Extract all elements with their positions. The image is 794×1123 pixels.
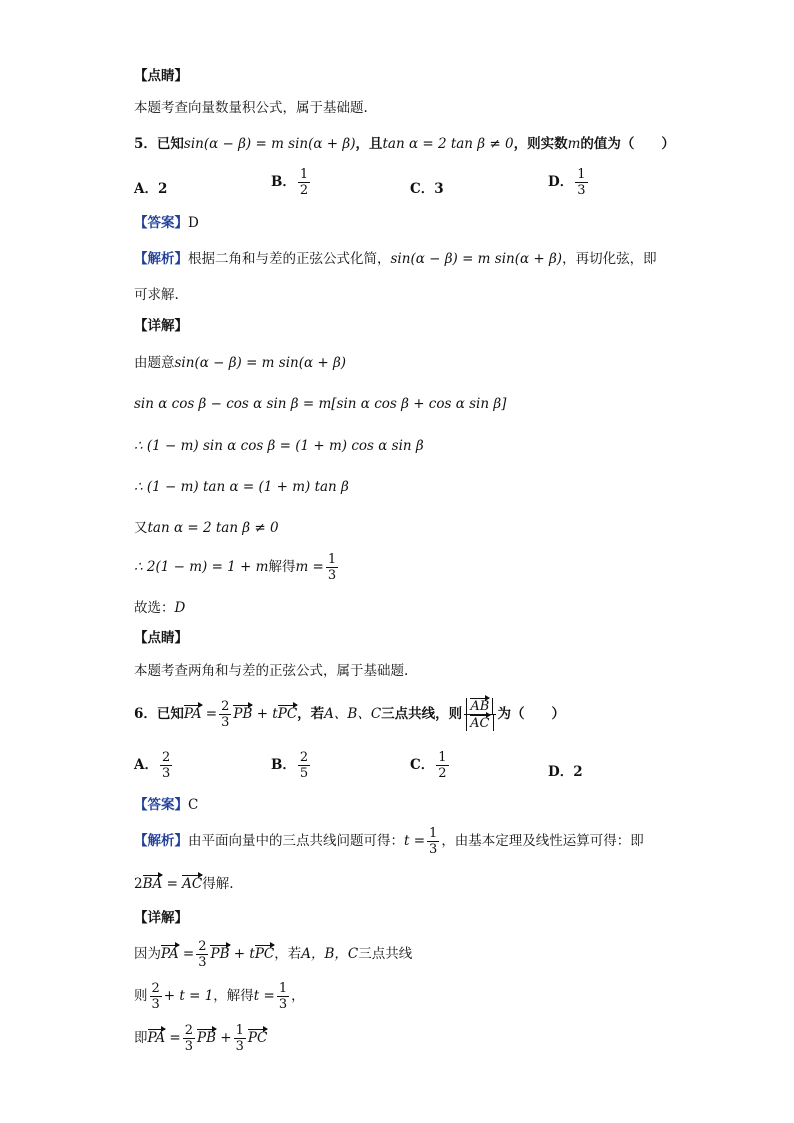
answer-tag: 【答案】: [134, 215, 188, 231]
q6-stem: [134, 692, 565, 736]
q5-option-a: [134, 177, 167, 197]
q5-option-d: [548, 167, 590, 198]
option-label: B．: [271, 174, 296, 190]
option-value: 2: [573, 764, 583, 780]
q5-number: 5．已知: [134, 136, 184, 152]
denominator: 3: [151, 997, 160, 1012]
denominator: 3: [184, 1039, 193, 1054]
q5-stem-text-2: ，则实数: [513, 136, 568, 152]
fraction: [160, 750, 172, 781]
denominator: 5: [299, 766, 309, 781]
choice-letter: D: [174, 600, 186, 616]
step-var: m =: [295, 559, 324, 575]
q5-answer: [134, 213, 199, 233]
plus-t: + t: [256, 706, 278, 722]
q5-note-text: 本题考查两角和与差的正弦公式，属于基础题.: [134, 663, 409, 679]
analysis-equation: sin(α − β) = m sin(α + β): [390, 251, 563, 267]
option-value: 3: [434, 181, 444, 197]
answer-tag: 【答案】: [134, 797, 188, 813]
vector-pa: PA: [161, 946, 179, 962]
vector-pc: PC: [254, 946, 275, 962]
vector-pc: PC: [247, 1030, 268, 1046]
vector-ab: AB: [470, 699, 490, 714]
abs-ac: [466, 715, 493, 731]
q5-step-5: [134, 518, 279, 538]
fraction: [277, 981, 289, 1012]
fraction: [219, 699, 231, 730]
equals: =: [205, 706, 218, 722]
vector-ac: AC: [470, 716, 490, 731]
numerator: 2: [221, 699, 230, 714]
ratio-fraction: [464, 698, 495, 731]
q6-analysis-cont: [134, 874, 234, 894]
q6-detail-heading: 【详解】: [134, 910, 188, 926]
q5-step-3: ∴ (1 − m) sin α cos β = (1 + m) cos α sin β: [134, 438, 424, 454]
q6-step-2: [134, 978, 305, 1014]
option-label: D．: [548, 764, 574, 780]
q6-stem-tail: 为（ ）: [497, 706, 565, 722]
step-points: A，B，C: [301, 946, 359, 962]
analysis-text-2: ，再切化弦，即: [562, 251, 657, 267]
analysis-text: 根据二角和与差的正弦公式化简，: [188, 251, 391, 267]
option-label: A．: [134, 757, 158, 773]
denominator: 3: [429, 842, 438, 857]
answer-value: D: [188, 215, 199, 231]
equals: =: [166, 876, 178, 892]
fraction: [298, 167, 310, 198]
q5-choice: [134, 598, 185, 618]
numerator: 1: [438, 750, 447, 765]
numerator: 1: [235, 1023, 244, 1038]
q6-option-d: [548, 760, 583, 780]
option-label: A．: [134, 181, 158, 197]
q6-option-b: [271, 750, 312, 781]
step-text-3: 三点共线: [358, 946, 413, 962]
vector-pb: PB: [233, 706, 253, 722]
numerator: 2: [299, 750, 309, 765]
denominator: 3: [235, 1039, 244, 1054]
denominator: 3: [221, 715, 230, 730]
q5-step-1: [134, 353, 346, 373]
q5-stem: [134, 134, 675, 154]
q5-detail-heading: 【详解】: [134, 318, 188, 334]
fraction: [436, 750, 448, 781]
step-text: 则: [134, 988, 148, 1004]
equals: =: [169, 1030, 181, 1046]
vector-pa: PA: [183, 706, 202, 722]
numerator: 2: [184, 1023, 193, 1038]
analysis-tag: 【解析】: [134, 251, 188, 267]
analysis-var: t =: [404, 833, 426, 849]
q5-analysis: [134, 249, 657, 269]
q6-points: A、B、C: [324, 706, 382, 722]
numerator: 1: [327, 552, 337, 567]
step-text: 又: [134, 520, 148, 536]
q5-var-m: m: [567, 136, 581, 152]
step-text: 由题意: [134, 355, 175, 371]
denominator: 2: [299, 183, 309, 198]
denominator: 3: [577, 183, 586, 198]
step-text: 故选：: [134, 600, 175, 616]
q6-number: 6．已知: [134, 706, 184, 722]
fraction: [183, 1023, 195, 1054]
plus: +: [220, 1030, 232, 1046]
vector-pb: PB: [210, 946, 230, 962]
q5-step-4: ∴ (1 − m) tan α = (1 + m) tan β: [134, 479, 349, 495]
q6-option-a: [134, 750, 174, 781]
fraction: [150, 981, 162, 1012]
fraction: [196, 939, 208, 970]
analysis-tail: 得解.: [202, 876, 234, 892]
fraction: [326, 552, 338, 583]
q5-condition: tan α = 2 tan β ≠ 0: [382, 136, 514, 152]
q5-stem-tail: 的值为（ ）: [580, 136, 675, 152]
vector-pb: PB: [196, 1030, 216, 1046]
vector-pc: PC: [277, 706, 298, 722]
q6-answer: [134, 795, 198, 815]
vector-ac: AC: [182, 876, 203, 892]
analysis-tag: 【解析】: [134, 833, 188, 849]
equals: =: [182, 946, 195, 962]
answer-value: C: [188, 797, 199, 813]
q5-option-c: [410, 177, 444, 197]
fraction: [575, 167, 587, 198]
analysis-text: 由平面向量中的三点共线问题可得：: [188, 833, 404, 849]
numerator: 2: [161, 750, 171, 765]
denominator: 3: [198, 955, 207, 970]
option-label: C．: [410, 181, 435, 197]
denominator: 3: [327, 568, 337, 583]
step-punct: ，: [291, 988, 305, 1004]
q5-step-6: [134, 552, 340, 583]
note-text: 本题考查向量数量积公式，属于基础题.: [134, 100, 368, 116]
q6-stem-text-2: 三点共线，则: [381, 706, 463, 722]
denominator: 2: [438, 766, 447, 781]
analysis-text-2: ，由基本定理及线性运算可得：即: [441, 833, 644, 849]
q5-analysis-cont: 可求解.: [134, 287, 179, 303]
plus-t: + t: [233, 946, 255, 962]
q5-note-heading: 【点睛】: [134, 630, 188, 646]
numerator: 1: [299, 167, 309, 182]
denominator: 3: [161, 766, 171, 781]
q6-step-1: [134, 936, 412, 972]
q6-step-3: [134, 1020, 267, 1056]
denominator: 3: [278, 997, 288, 1012]
fraction: [234, 1023, 246, 1054]
fraction: [427, 826, 439, 857]
step-equation: + t = 1: [163, 988, 214, 1004]
vector-ba: BA: [142, 876, 163, 892]
numerator: 2: [151, 981, 160, 996]
note-heading: 【点睛】: [134, 68, 188, 84]
step-var: t =: [253, 988, 275, 1004]
option-label: D．: [548, 174, 574, 190]
q5-step-2: sin α cos β − cos α sin β = m[sin α cos β + cos α sin β]: [134, 396, 507, 412]
step-equation: sin(α − β) = m sin(α + β): [174, 355, 347, 371]
step-text: 即: [134, 1030, 148, 1046]
vector-pa: PA: [147, 1030, 166, 1046]
q5-equation: sin(α − β) = m sin(α + β): [183, 136, 356, 152]
option-value: 2: [157, 181, 168, 197]
numerator: 1: [278, 981, 288, 996]
step-equation: ∴ 2(1 − m) = 1 + m: [134, 559, 269, 575]
step-text-2: ，解得: [213, 988, 254, 1004]
fraction: [298, 750, 310, 781]
q5-option-b: [271, 167, 312, 198]
q6-option-c: [410, 750, 451, 781]
step-text-2: ，若: [274, 946, 302, 962]
numerator: 2: [198, 939, 207, 954]
option-label: C．: [410, 757, 435, 773]
q5-stem-text: ，且: [355, 136, 383, 152]
coefficient: 2: [134, 876, 143, 892]
q6-stem-text: ，若: [297, 706, 325, 722]
numerator: 1: [577, 167, 586, 182]
option-label: B．: [271, 757, 296, 773]
q6-analysis: [134, 826, 644, 857]
numerator: 1: [429, 826, 438, 841]
step-text: 因为: [134, 946, 161, 962]
step-equation: tan α = 2 tan β ≠ 0: [147, 520, 279, 536]
step-text: 解得: [268, 559, 296, 575]
